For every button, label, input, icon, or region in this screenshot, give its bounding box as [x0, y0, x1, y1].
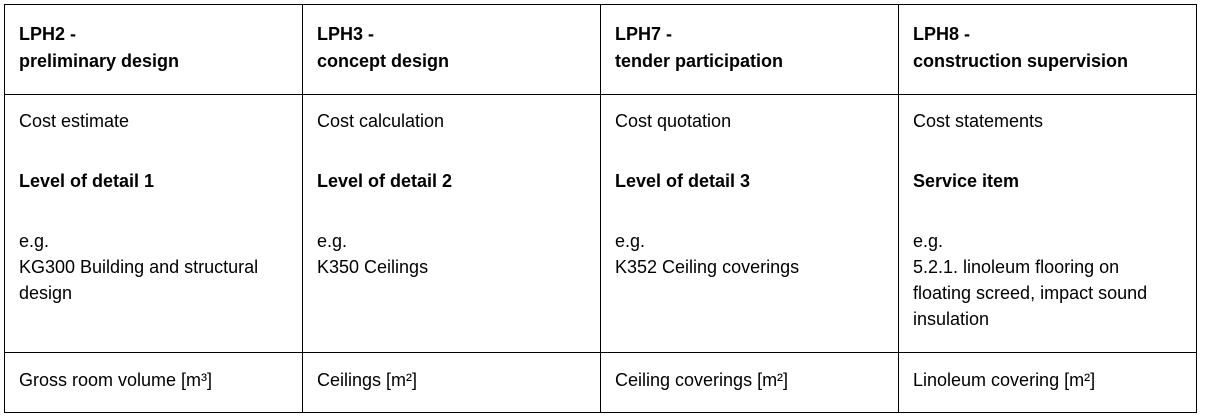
detail-cell-lph7	[601, 95, 899, 353]
unit-cell-lph8	[899, 353, 1196, 412]
level-of-detail: Level of detail 1	[19, 171, 155, 191]
header-cell-lph8	[899, 5, 1196, 95]
example-text: K352 Ceiling coverings	[615, 257, 800, 277]
example-block	[913, 228, 1182, 332]
cost-type: Cost statements	[913, 111, 1044, 131]
level-of-detail: Level of detail 3	[615, 171, 751, 191]
example-block	[317, 228, 586, 280]
example-block	[19, 228, 288, 306]
phase-code: LPH2 -	[19, 24, 77, 44]
phase-name: concept design	[317, 51, 450, 71]
phase-name: tender participation	[615, 51, 784, 71]
phase-name: preliminary design	[19, 51, 180, 71]
example-text: 5.2.1. linoleum flooring on floating screed, impact sound insulation	[913, 257, 1148, 329]
eg-label: e.g.	[317, 231, 348, 251]
example-block	[615, 228, 884, 280]
eg-label: e.g.	[615, 231, 646, 251]
detail-cell-lph3	[303, 95, 601, 353]
example-text: KG300 Building and structural design	[19, 257, 259, 303]
detail-cell-lph2	[5, 95, 303, 353]
unit-cell-lph7	[601, 353, 899, 412]
reference-unit: Linoleum covering [m²]	[913, 370, 1096, 390]
eg-label: e.g.	[19, 231, 50, 251]
unit-cell-lph3	[303, 353, 601, 412]
header-cell-lph7	[601, 5, 899, 95]
phase-code: LPH7 -	[615, 24, 673, 44]
example-text: K350 Ceilings	[317, 257, 429, 277]
unit-cell-lph2	[5, 353, 303, 412]
reference-unit: Gross room volume [m³]	[19, 370, 213, 390]
level-of-detail: Service item	[913, 171, 1020, 191]
cost-type: Cost estimate	[19, 111, 130, 131]
phase-code: LPH8 -	[913, 24, 971, 44]
reference-unit: Ceiling coverings [m²]	[615, 370, 789, 390]
header-cell-lph3	[303, 5, 601, 95]
cost-type: Cost calculation	[317, 111, 445, 131]
level-of-detail: Level of detail 2	[317, 171, 453, 191]
reference-unit: Ceilings [m²]	[317, 370, 418, 390]
phase-code: LPH3 -	[317, 24, 375, 44]
cost-type: Cost quotation	[615, 111, 732, 131]
cost-planning-table	[4, 4, 1197, 413]
header-cell-lph2	[5, 5, 303, 95]
detail-cell-lph8	[899, 95, 1196, 353]
eg-label: e.g.	[913, 231, 944, 251]
phase-name: construction supervision	[913, 51, 1129, 71]
